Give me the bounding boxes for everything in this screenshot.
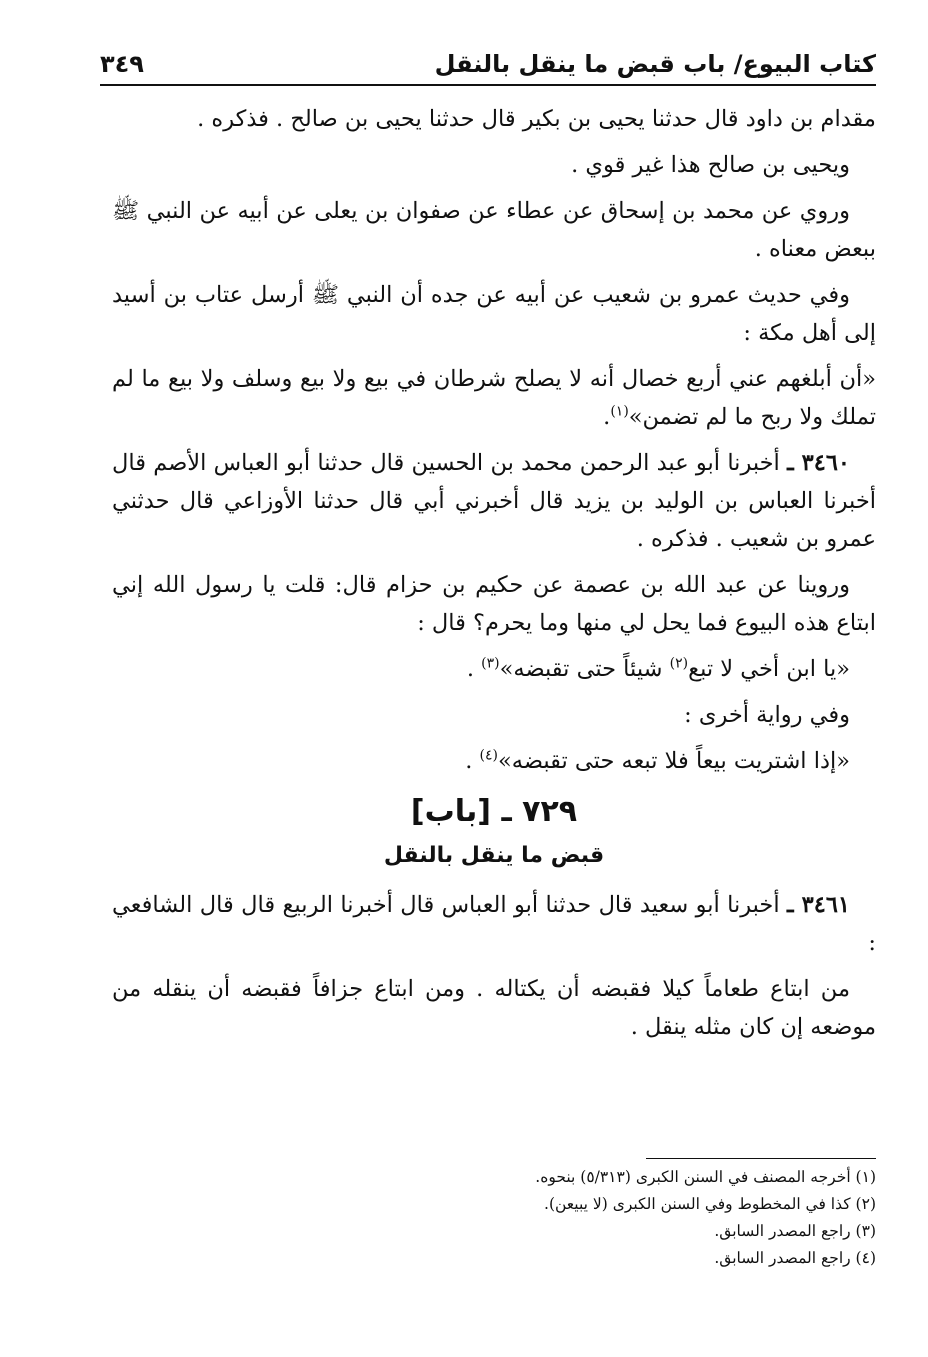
paragraph: ويحيى بن صالح هذا غير قوي .: [571, 152, 850, 178]
footnote-ref: (٣): [481, 655, 500, 672]
main-text: [112, 100, 876, 1054]
footnote: (٢) كذا في المخطوط وفي السنن الكبرى (لا يبيعن).: [544, 1195, 876, 1213]
hadith-text: أخبرنا أبو سعيد قال حدثنا أبو العباس قال أخبرنا الربيع قال قال الشافعي :: [112, 892, 876, 956]
hadith-number: ٣٤٦٠ ـ: [787, 450, 850, 476]
hadith-quote: [112, 360, 876, 436]
footnote-rule: [646, 1158, 876, 1159]
chapter-number: ٧٢٩ ـ [باب]: [410, 794, 578, 829]
header-title: كتاب البيوع/ باب قبض ما ينقل بالنقل: [434, 50, 876, 78]
quote-end: .: [465, 748, 480, 774]
paragraph: وروينا عن عبد الله بن عصمة عن حكيم بن حزام قال: قلت يا رسول الله إني ابتاع هذه البيوع فما يحل لي منها وما يحرم؟ قال :: [112, 572, 876, 636]
hadith-quote: [112, 742, 876, 780]
quote-text: «إذا اشتريت بيعاً فلا تبعه حتى تقبضه»: [497, 748, 850, 774]
paragraph: مقدام بن داود قال حدثنا يحيى بن بكير قال حدثنا يحيى بن صالح . فذكره .: [197, 106, 876, 132]
paragraph: وفي حديث عمرو بن شعيب عن أبيه عن جده أن النبي ﷺ أرسل عتاب بن أسيد إلى أهل مكة :: [112, 282, 876, 346]
footnote-ref: (٤): [479, 747, 498, 764]
running-header: [100, 38, 876, 78]
chapter-title: قبض ما ينقل بالنقل: [383, 843, 605, 868]
quote-text: «أن أبلغهم عني أربع خصال أنه لا يصلح شرطان في بيع ولا بيع وسلف ولا بيع ما لم تملك ولا ربح ما لم تضمن»: [112, 366, 876, 430]
footnote: (٣) راجع المصدر السابق.: [714, 1222, 876, 1240]
quote-text: شيئاً حتى تقبضه»: [499, 656, 670, 682]
quote-text: «يا ابن أخي لا تبع: [688, 656, 850, 682]
hadith-3461: [112, 886, 876, 962]
quote-end: .: [466, 656, 482, 682]
hadith-text: أخبرنا أبو عبد الرحمن محمد بن الحسين قال حدثنا أبو العباس الأصم قال أخبرنا العباس بن الوليد بن يزيد قال أخبرني أبي قال حدثنا الأوزاعي قال حدثني عمرو بن شعيب . فذكره .: [112, 450, 876, 552]
paragraph: وفي رواية أخرى :: [684, 702, 850, 728]
hadith-3460: [112, 444, 876, 558]
hadith-quote: [112, 650, 876, 688]
header-rule: [100, 84, 876, 86]
paragraph: وروي عن محمد بن إسحاق عن عطاء عن صفوان بن يعلى عن أبيه عن النبي ﷺ ببعض معناه .: [112, 198, 876, 262]
paragraph: من ابتاع طعاماً كيلا فقبضه أن يكتاله . ومن ابتاع جزافاً فقبضه أن ينقله من موضعه إن كان مثله ينقل .: [112, 976, 876, 1040]
footnote-ref: (١): [610, 403, 629, 420]
footnote: (١) أخرجه المصنف في السنن الكبرى (٥/٣١٣) بنحوه.: [535, 1168, 876, 1186]
quote-end: .: [603, 404, 611, 430]
footnote-ref: (٢): [669, 655, 689, 672]
footnote: (٤) راجع المصدر السابق.: [714, 1249, 876, 1267]
footnotes: [112, 1164, 876, 1272]
hadith-number: ٣٤٦١ ـ: [787, 892, 850, 918]
page-number: ٣٤٩: [100, 50, 144, 78]
